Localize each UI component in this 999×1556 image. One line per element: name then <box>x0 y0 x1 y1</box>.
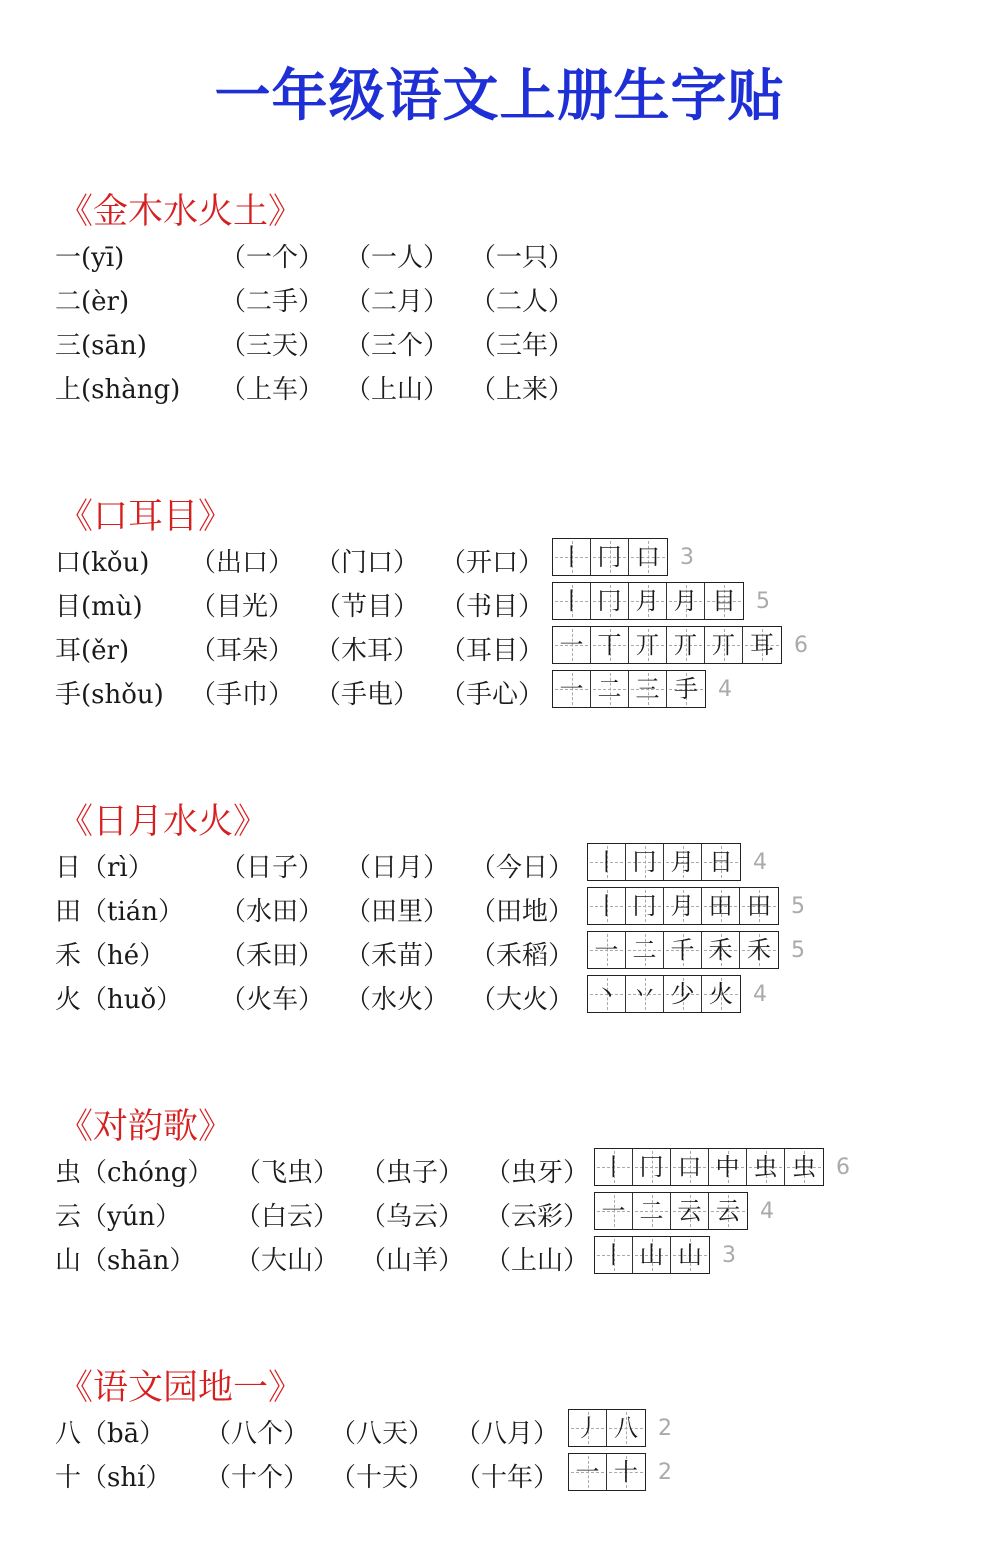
word-example: （八月） <box>455 1419 560 1449</box>
lesson-section <box>55 188 975 412</box>
stroke-box <box>607 1410 645 1446</box>
stroke-glyph: 丨 <box>594 848 619 876</box>
stroke-grid <box>587 931 779 969</box>
stroke-box <box>569 1410 607 1446</box>
stroke-glyph: 丌 <box>635 631 660 659</box>
stroke-glyph: 冂 <box>632 892 657 920</box>
word-example: （日子） <box>220 853 325 883</box>
page-title: 一年级语文上册生字贴 <box>214 64 785 129</box>
character-pinyin: 上(shàng) <box>55 375 181 405</box>
character-pinyin: 二(èr) <box>55 287 130 317</box>
word-example: （禾稻） <box>470 941 575 971</box>
word-example: （节目） <box>315 592 420 622</box>
stroke-order <box>594 1192 774 1230</box>
stroke-glyph: 云 <box>716 1197 740 1225</box>
character-pinyin: 耳(ěr) <box>55 636 130 666</box>
word-example: （三天） <box>220 331 325 361</box>
stroke-order <box>552 626 808 664</box>
stroke-glyph: 一 <box>601 1197 626 1225</box>
character-pinyin: 十（shí） <box>55 1463 172 1493</box>
character-pinyin: 火（huǒ） <box>55 985 183 1015</box>
stroke-glyph: 火 <box>709 980 733 1008</box>
character-row <box>55 673 975 717</box>
stroke-glyph: 丅 <box>597 631 622 659</box>
stroke-glyph: 口 <box>636 543 660 571</box>
stroke-box <box>671 1149 709 1185</box>
stroke-glyph: 手 <box>674 675 698 703</box>
stroke-box <box>705 627 743 663</box>
stroke-box <box>588 976 626 1012</box>
lesson-title: 《语文园地一》 <box>58 1368 304 1408</box>
word-example: （今日） <box>470 853 575 883</box>
stroke-box <box>702 844 740 880</box>
character-row <box>55 934 975 978</box>
word-example: （目光） <box>190 592 295 622</box>
stroke-glyph: 山 <box>678 1241 702 1269</box>
character-pinyin: 手(shǒu) <box>55 680 164 710</box>
stroke-count: 4 <box>753 981 767 1007</box>
stroke-order <box>568 1409 672 1447</box>
word-example: （田地） <box>470 897 575 927</box>
stroke-glyph: 一 <box>559 631 584 659</box>
word-example: （三个） <box>345 331 450 361</box>
stroke-box <box>709 1149 747 1185</box>
lesson-section <box>55 798 975 1022</box>
stroke-glyph: 虫 <box>753 1153 778 1181</box>
stroke-count: 6 <box>836 1154 850 1180</box>
lesson-section <box>55 1364 975 1500</box>
stroke-glyph: 丌 <box>673 631 698 659</box>
word-example: （二月） <box>345 287 450 317</box>
word-example: （一人） <box>345 243 450 273</box>
stroke-box <box>553 627 591 663</box>
stroke-box <box>591 583 629 619</box>
stroke-box <box>626 932 664 968</box>
word-example: （书目） <box>440 592 545 622</box>
stroke-grid <box>587 843 741 881</box>
word-example: （耳朵） <box>190 636 295 666</box>
stroke-box <box>629 671 667 707</box>
stroke-glyph: 一 <box>559 675 584 703</box>
stroke-box <box>702 888 740 924</box>
word-example: （十天） <box>330 1463 435 1493</box>
stroke-glyph: 一 <box>575 1458 600 1486</box>
stroke-box <box>667 671 705 707</box>
stroke-box <box>664 844 702 880</box>
stroke-box <box>595 1149 633 1185</box>
stroke-glyph: 冂 <box>597 543 622 571</box>
lesson-title: 《金木水火土》 <box>58 192 304 232</box>
lesson-section <box>55 493 975 717</box>
stroke-box <box>595 1193 633 1229</box>
stroke-order <box>568 1453 672 1491</box>
lesson-title: 《日月水火》 <box>58 802 269 842</box>
stroke-order <box>587 931 805 969</box>
stroke-box <box>588 888 626 924</box>
character-pinyin: 云（yún） <box>55 1202 182 1232</box>
word-example: （开口） <box>440 548 545 578</box>
character-pinyin: 一(yī) <box>55 243 125 273</box>
stroke-grid <box>552 626 782 664</box>
word-example: （上山） <box>345 375 450 405</box>
character-pinyin: 三(sān) <box>55 331 147 361</box>
stroke-box <box>785 1149 823 1185</box>
stroke-box <box>553 583 591 619</box>
word-example: （耳目） <box>440 636 545 666</box>
stroke-order <box>587 843 767 881</box>
stroke-box <box>740 932 778 968</box>
stroke-glyph: 月 <box>670 848 695 876</box>
stroke-count: 2 <box>658 1459 672 1485</box>
stroke-glyph: 十 <box>614 1458 638 1486</box>
stroke-box <box>629 583 667 619</box>
stroke-glyph: 丨 <box>594 892 619 920</box>
stroke-box <box>702 976 740 1012</box>
character-row <box>55 324 975 368</box>
stroke-order <box>552 670 732 708</box>
word-example: （禾苗） <box>345 941 450 971</box>
character-row <box>55 978 975 1022</box>
stroke-order <box>594 1148 850 1186</box>
stroke-count: 5 <box>791 937 805 963</box>
stroke-grid <box>587 975 741 1013</box>
stroke-count: 6 <box>794 632 808 658</box>
stroke-box <box>671 1237 709 1273</box>
stroke-box <box>629 627 667 663</box>
stroke-count: 2 <box>658 1415 672 1441</box>
stroke-glyph: 目 <box>712 587 736 615</box>
word-example: （日月） <box>345 853 450 883</box>
character-row <box>55 585 975 629</box>
stroke-glyph: 丨 <box>559 543 584 571</box>
stroke-grid <box>587 887 779 925</box>
stroke-glyph: 禾 <box>708 936 733 964</box>
character-row <box>55 1412 975 1456</box>
stroke-grid <box>594 1236 710 1274</box>
stroke-box <box>588 844 626 880</box>
word-example: （田里） <box>345 897 450 927</box>
stroke-box <box>667 583 705 619</box>
stroke-count: 4 <box>753 849 767 875</box>
stroke-box <box>626 976 664 1012</box>
stroke-box <box>664 932 702 968</box>
stroke-grid <box>552 582 744 620</box>
stroke-glyph: 丶 <box>594 980 619 1008</box>
stroke-glyph: 千 <box>670 936 695 964</box>
stroke-count: 3 <box>680 544 694 570</box>
stroke-order <box>594 1236 736 1274</box>
word-example: （大山） <box>235 1246 340 1276</box>
stroke-glyph: 丌 <box>711 631 736 659</box>
stroke-box <box>743 627 781 663</box>
word-example: （乌云） <box>360 1202 465 1232</box>
stroke-box <box>626 888 664 924</box>
stroke-glyph: 月 <box>670 892 695 920</box>
stroke-glyph: 丨 <box>559 587 584 615</box>
stroke-count: 4 <box>718 676 732 702</box>
word-example: （十个） <box>205 1463 310 1493</box>
stroke-glyph: 八 <box>614 1414 638 1442</box>
stroke-count: 5 <box>756 588 770 614</box>
stroke-glyph: 田 <box>708 892 733 920</box>
word-example: （虫牙） <box>485 1158 590 1188</box>
stroke-glyph: 月 <box>673 587 698 615</box>
word-example: （一个） <box>220 243 325 273</box>
word-example: （三年） <box>470 331 575 361</box>
stroke-glyph: 丿 <box>575 1414 600 1442</box>
stroke-glyph: 一 <box>594 936 619 964</box>
word-example: （手心） <box>440 680 545 710</box>
stroke-order <box>587 887 805 925</box>
stroke-box <box>667 627 705 663</box>
character-pinyin: 口(kǒu) <box>55 548 150 578</box>
lesson-title: 《对韵歌》 <box>58 1107 234 1147</box>
stroke-box <box>591 627 629 663</box>
stroke-glyph: 丨 <box>601 1241 626 1269</box>
character-row <box>55 890 975 934</box>
character-row <box>55 629 975 673</box>
word-example: （云彩） <box>485 1202 590 1232</box>
stroke-glyph: 冂 <box>639 1153 664 1181</box>
stroke-box <box>671 1193 709 1229</box>
stroke-box <box>629 539 667 575</box>
stroke-box <box>633 1149 671 1185</box>
stroke-glyph: 田 <box>747 892 771 920</box>
stroke-box <box>595 1237 633 1273</box>
lesson-title: 《口耳目》 <box>58 497 234 537</box>
character-row <box>55 1239 975 1283</box>
stroke-glyph: 二 <box>632 936 657 964</box>
character-row <box>55 1195 975 1239</box>
character-row <box>55 280 975 324</box>
character-row <box>55 541 975 585</box>
word-example: （上车） <box>220 375 325 405</box>
stroke-box <box>607 1454 645 1490</box>
stroke-box <box>591 539 629 575</box>
stroke-glyph: 山 <box>639 1241 664 1269</box>
stroke-grid <box>552 670 706 708</box>
stroke-grid <box>568 1453 646 1491</box>
stroke-box <box>626 844 664 880</box>
word-example: （大火） <box>470 985 575 1015</box>
stroke-box <box>664 976 702 1012</box>
character-pinyin: 山（shān） <box>55 1246 196 1276</box>
stroke-box <box>705 583 743 619</box>
word-example: （手电） <box>315 680 420 710</box>
stroke-box <box>588 932 626 968</box>
stroke-box <box>740 888 778 924</box>
word-example: （十年） <box>455 1463 560 1493</box>
stroke-order <box>552 538 694 576</box>
stroke-glyph: 云 <box>677 1197 702 1225</box>
stroke-glyph: 丨 <box>601 1153 626 1181</box>
word-example: （八个） <box>205 1419 310 1449</box>
word-example: （禾田） <box>220 941 325 971</box>
word-example: （白云） <box>235 1202 340 1232</box>
stroke-box <box>702 932 740 968</box>
stroke-box <box>709 1193 747 1229</box>
stroke-box <box>569 1454 607 1490</box>
word-example: （手巾） <box>190 680 295 710</box>
word-example: （虫子） <box>360 1158 465 1188</box>
lesson-section <box>55 1103 975 1283</box>
character-row <box>55 846 975 890</box>
character-pinyin: 目(mù) <box>55 592 143 622</box>
stroke-box <box>553 671 591 707</box>
character-pinyin: 禾（hé） <box>55 941 166 971</box>
stroke-grid <box>594 1192 748 1230</box>
stroke-box <box>664 888 702 924</box>
character-pinyin: 田（tián） <box>55 897 185 927</box>
stroke-glyph: 日 <box>709 848 733 876</box>
stroke-glyph: 冂 <box>597 587 622 615</box>
stroke-count: 4 <box>760 1198 774 1224</box>
character-row <box>55 1151 975 1195</box>
stroke-count: 5 <box>791 893 805 919</box>
stroke-box <box>633 1193 671 1229</box>
character-pinyin: 虫（chóng） <box>55 1158 214 1188</box>
stroke-glyph: 丷 <box>632 980 657 1008</box>
stroke-box <box>747 1149 785 1185</box>
stroke-glyph: 中 <box>715 1153 740 1181</box>
stroke-glyph: 禾 <box>747 936 771 964</box>
character-row <box>55 1456 975 1500</box>
character-pinyin: 八（bā） <box>55 1419 166 1449</box>
stroke-grid <box>594 1148 824 1186</box>
stroke-glyph: 二 <box>639 1197 664 1225</box>
stroke-grid <box>552 538 668 576</box>
stroke-glyph: 少 <box>670 980 695 1008</box>
word-example: （二人） <box>470 287 575 317</box>
word-example: （水田） <box>220 897 325 927</box>
character-row <box>55 236 975 280</box>
word-example: （上来） <box>470 375 575 405</box>
stroke-order <box>552 582 770 620</box>
stroke-glyph: 耳 <box>750 631 774 659</box>
word-example: （二手） <box>220 287 325 317</box>
stroke-order <box>587 975 767 1013</box>
word-example: （门口） <box>315 548 420 578</box>
stroke-glyph: 虫 <box>792 1153 816 1181</box>
word-example: （水火） <box>345 985 450 1015</box>
word-example: （上山） <box>485 1246 590 1276</box>
stroke-glyph: 月 <box>635 587 660 615</box>
stroke-box <box>553 539 591 575</box>
stroke-count: 3 <box>722 1242 736 1268</box>
character-row <box>55 368 975 412</box>
word-example: （八天） <box>330 1419 435 1449</box>
stroke-glyph: 二 <box>597 675 622 703</box>
word-example: （木耳） <box>315 636 420 666</box>
stroke-glyph: 口 <box>677 1153 702 1181</box>
stroke-glyph: 三 <box>635 675 660 703</box>
stroke-grid <box>568 1409 646 1447</box>
word-example: （火车） <box>220 985 325 1015</box>
stroke-box <box>591 671 629 707</box>
word-example: （飞虫） <box>235 1158 340 1188</box>
character-pinyin: 日（rì） <box>55 853 154 883</box>
stroke-box <box>633 1237 671 1273</box>
word-example: （一只） <box>470 243 575 273</box>
word-example: （山羊） <box>360 1246 465 1276</box>
word-example: （出口） <box>190 548 295 578</box>
stroke-glyph: 冂 <box>632 848 657 876</box>
